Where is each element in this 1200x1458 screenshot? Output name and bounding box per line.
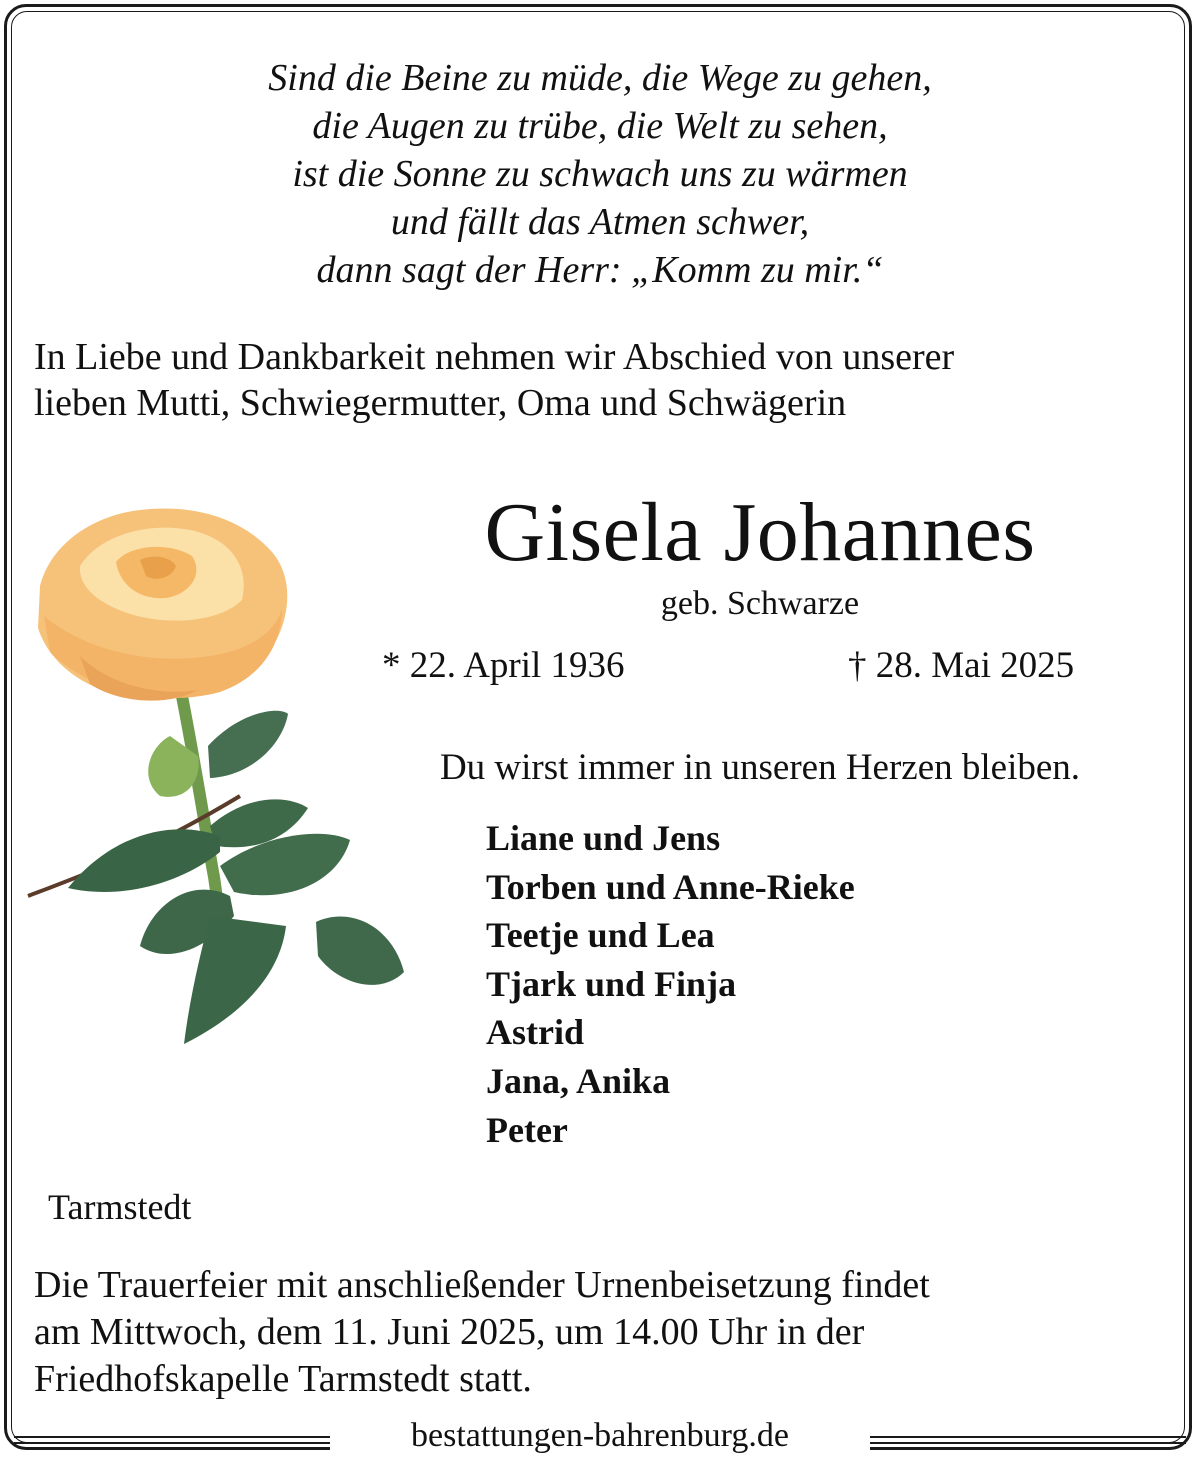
intro-text <box>34 334 1184 426</box>
funeral-home-website: bestattungen-bahrenburg.de <box>411 1417 789 1454</box>
mourner: Astrid <box>486 1012 584 1053</box>
intro-line: In Liebe und Dankbarkeit nehmen wir Abschied von unserer <box>34 336 955 378</box>
service-line: am Mittwoch, dem 11. Juni 2025, um 14.00 Uhr in der <box>34 1311 865 1353</box>
poem-line: ist die Sonne zu schwach uns zu wärmen <box>292 153 908 195</box>
birth-name: geb. Schwarze <box>660 585 860 622</box>
mourners-list <box>486 814 855 1154</box>
footer-rule-right <box>870 1436 1186 1444</box>
mourner: Jana, Anika <box>486 1060 671 1101</box>
service-line: Friedhofskapelle Tarmstedt statt. <box>34 1358 532 1400</box>
death-date: † 28. Mai 2025 <box>848 645 1075 686</box>
footer-rule-left <box>14 1436 330 1444</box>
birth-date: * 22. April 1936 <box>382 645 625 686</box>
poem <box>0 54 1200 294</box>
mourner: Tjark und Finja <box>486 963 737 1004</box>
poem-line: dann sagt der Herr: „Komm zu mir.“ <box>316 249 884 291</box>
place-name: Tarmstedt <box>48 1187 192 1227</box>
poem-line: die Augen zu trübe, die Welt zu sehen, <box>312 105 888 147</box>
mourner: Torben und Anne-Rieke <box>486 866 855 907</box>
service-info <box>34 1262 1184 1403</box>
poem-line: Sind die Beine zu müde, die Wege zu gehen, <box>268 57 932 99</box>
poem-line: und fällt das Atmen schwer, <box>390 201 810 243</box>
memorial-quote: Du wirst immer in unseren Herzen bleiben. <box>439 747 1081 788</box>
deceased-name: Gisela Johannes <box>484 486 1036 579</box>
mourner: Liane und Jens <box>486 818 721 858</box>
mourner: Peter <box>486 1109 568 1150</box>
mourner: Teetje und Lea <box>486 915 715 956</box>
intro-line: lieben Mutti, Schwiegermutter, Oma und Schwägerin <box>34 382 847 424</box>
service-line: Die Trauerfeier mit anschließender Urnenbeisetzung findet <box>34 1264 930 1306</box>
